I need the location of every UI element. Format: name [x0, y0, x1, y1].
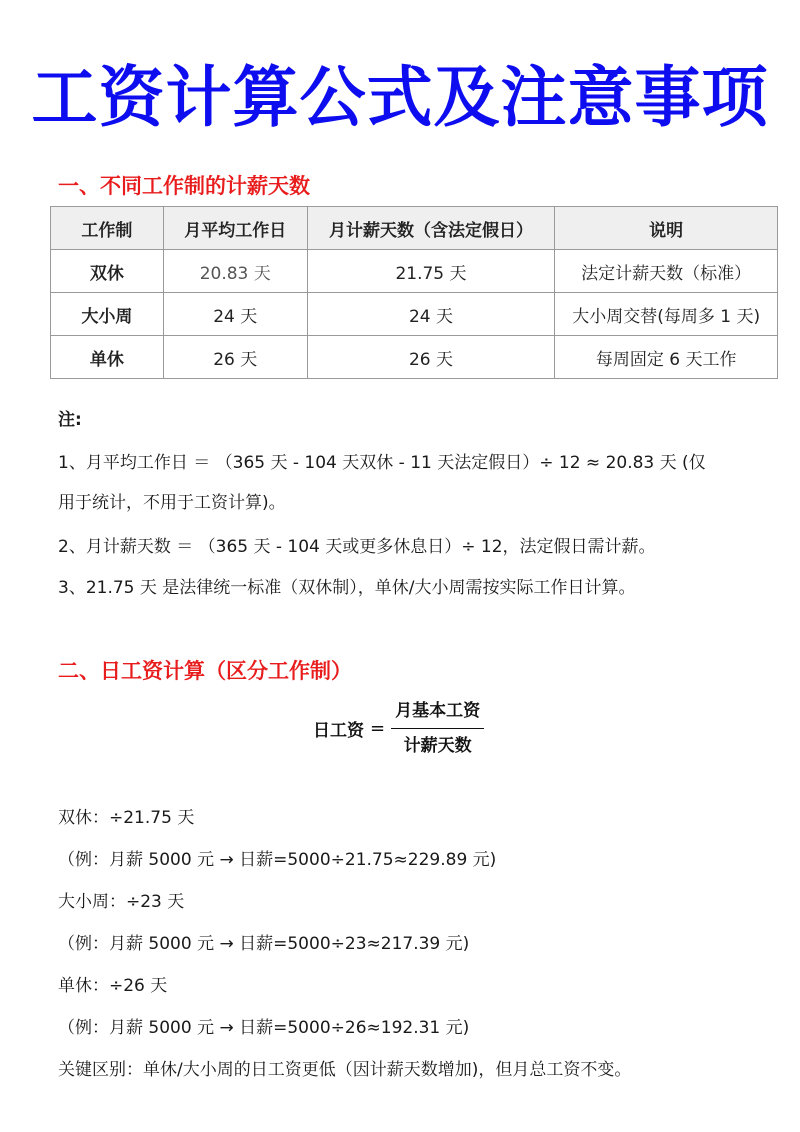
cell-paid-days: 24 天: [307, 293, 555, 336]
key-difference: 关键区别：单休/大小周的日工资更低（因计薪天数增加)，但月总工资不变。: [58, 1060, 632, 1080]
table-header-row: [51, 207, 778, 250]
header-description: 说明: [555, 207, 778, 250]
formula-numerator: 月基本工资: [391, 700, 484, 729]
daily-wage-formula: [313, 700, 484, 757]
header-avg-workdays: 月平均工作日: [163, 207, 307, 250]
line-single-rest: 单休：÷26 天: [58, 976, 168, 996]
header-work-system: 工作制: [51, 207, 164, 250]
pay-days-table: [50, 206, 778, 379]
cell-description: 每周固定 6 天工作: [555, 336, 778, 379]
note-2: 2、月计薪天数 ＝ （365 天 - 104 天或更多休息日）÷ 12，法定假日需计薪。: [58, 537, 656, 557]
cell-avg-workdays: 26 天: [163, 336, 307, 379]
formula-denominator: 计薪天数: [403, 736, 472, 756]
note-1: 1、月平均工作日 ＝ （365 天 - 104 天双休 - 11 天法定假日）÷ 12 ≈ 20.83 天 (仅: [58, 453, 706, 473]
cell-work-system: 双休: [51, 250, 164, 293]
line-alt-week: 大小周：÷23 天: [58, 892, 185, 912]
notes-label: 注:: [58, 410, 82, 430]
section-heading-1: 一、不同工作制的计薪天数: [58, 174, 310, 198]
line-alt-week-example: （例：月薪 5000 元 → 日薪=5000÷23≈217.39 元): [58, 934, 470, 954]
table-row: [51, 250, 778, 293]
cell-work-system: 单休: [51, 336, 164, 379]
cell-work-system: 大小周: [51, 293, 164, 336]
section-heading-2: 二、日工资计算（区分工作制）: [58, 659, 352, 683]
line-single-rest-example: （例：月薪 5000 元 → 日薪=5000÷26≈192.31 元): [58, 1018, 470, 1038]
table-row: [51, 336, 778, 379]
cell-avg-workdays: 20.83 天: [163, 250, 307, 293]
formula-fraction: [391, 700, 484, 757]
note-1-cont: 用于统计，不用于工资计算)。: [58, 493, 286, 513]
cell-description: 大小周交替(每周多 1 天): [555, 293, 778, 336]
table-row: [51, 293, 778, 336]
line-double-rest: 双休：÷21.75 天: [58, 808, 195, 828]
cell-paid-days: 21.75 天: [307, 250, 555, 293]
cell-paid-days: 26 天: [307, 336, 555, 379]
line-double-rest-example: （例：月薪 5000 元 → 日薪=5000÷21.75≈229.89 元): [58, 850, 497, 870]
note-3: 3、21.75 天 是法律统一标准（双休制），单休/大小周需按实际工作日计算。: [58, 578, 636, 598]
formula-equals: =: [370, 718, 386, 739]
cell-description: 法定计薪天数（标准）: [555, 250, 778, 293]
header-paid-days: 月计薪天数（含法定假日）: [307, 207, 555, 250]
page-title: 工资计算公式及注意事项: [31, 59, 769, 136]
cell-avg-workdays: 24 天: [163, 293, 307, 336]
formula-lhs: 日工资: [313, 721, 364, 741]
